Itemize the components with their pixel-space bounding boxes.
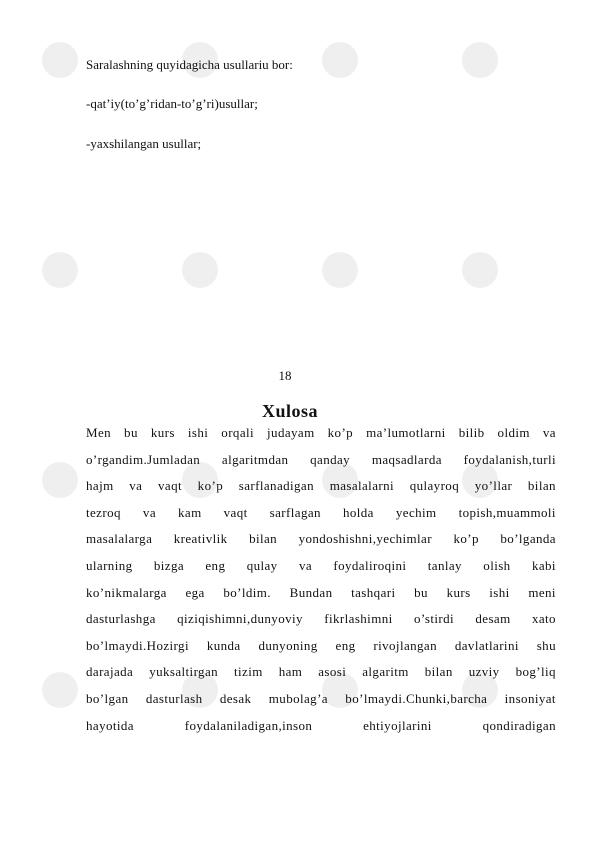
paragraph-line xyxy=(86,606,556,633)
paragraph-line xyxy=(86,659,556,686)
paragraph-word: oldim xyxy=(497,425,530,440)
paragraph-line xyxy=(86,526,556,553)
paragraph-word: bilib xyxy=(458,425,485,440)
paragraph-word: foydaliroqini xyxy=(333,557,407,573)
paragraph-line xyxy=(86,553,556,580)
paragraph-word: foydalanish,turli xyxy=(463,451,556,467)
paragraph-line xyxy=(86,713,556,740)
paragraph-word: algaritm xyxy=(362,664,409,680)
paragraph-word: eng xyxy=(335,637,356,653)
paragraph-word: bu xyxy=(124,425,138,440)
paragraph-word: bo’ldim. xyxy=(223,584,271,600)
paragraph-word: algaritmdan xyxy=(221,451,289,467)
paragraph-line xyxy=(86,633,556,660)
paragraph-word: va xyxy=(542,425,556,440)
paragraph-word: qanday xyxy=(310,451,351,467)
paragraph-word: holda xyxy=(342,504,374,520)
paragraph-word: darajada xyxy=(86,664,134,680)
paragraph-word: o’stirdi xyxy=(413,611,455,627)
paragraph-word: ko’p xyxy=(197,478,224,494)
paragraph-word: ko’p xyxy=(453,531,479,547)
paragraph-word: eng xyxy=(205,557,226,573)
paragraph-word: hajm xyxy=(86,478,114,494)
paragraph-word: tashqari xyxy=(351,584,396,600)
paragraph-line xyxy=(86,420,556,447)
paragraph-word: ishi xyxy=(187,425,209,440)
paragraph-word: ko’nikmalarga xyxy=(86,584,167,600)
paragraph-word: qulay xyxy=(246,557,278,573)
paragraph-word: judayam xyxy=(267,425,315,440)
paragraph-word: vaqt xyxy=(223,504,248,520)
paragraph-word: bo’lmaydi.Hozirgi xyxy=(86,637,189,653)
section-heading: Xulosa xyxy=(261,401,318,421)
text-line-improved-methods: -yaxshilangan usullar; xyxy=(86,136,202,151)
paragraph-word: asosi xyxy=(318,664,347,680)
paragraph-word: ham xyxy=(278,664,303,680)
paragraph-word: rivojlangan xyxy=(373,637,437,653)
text-line-sorting-methods: Saralashning quyidagicha usullariu bor: xyxy=(86,57,293,72)
paragraph-word: kurs xyxy=(150,425,175,440)
paragraph-word: yondoshishni,yechimlar xyxy=(298,531,432,547)
paragraph-word: desam xyxy=(475,611,511,627)
paragraph-word: tanlay xyxy=(427,557,462,573)
paragraph-word: yo’llar xyxy=(474,478,513,494)
paragraph-word: topish,muammoli xyxy=(458,504,556,520)
paragraph-word: davlatlarini xyxy=(454,637,519,653)
paragraph-line xyxy=(86,447,556,474)
paragraph-word: kabi xyxy=(531,557,556,573)
paragraph-word: dasturlashga xyxy=(86,611,156,627)
paragraph-word: meni xyxy=(528,584,556,600)
page-number: 18 xyxy=(278,368,292,383)
paragraph-word: maqsadlarda xyxy=(371,451,442,467)
paragraph-word: ishi xyxy=(489,584,510,600)
paragraph-word: yuksaltirgan xyxy=(149,664,219,680)
paragraph-word: Bundan xyxy=(289,584,333,600)
paragraph-word: qondiradigan xyxy=(482,717,556,733)
paragraph-word: ehtiyojlarini xyxy=(363,717,432,733)
paragraph-word: kam xyxy=(178,504,202,520)
paragraph-word: qiziqishimni,dunyoviy xyxy=(177,611,303,627)
paragraph-word: dasturlash xyxy=(145,690,203,706)
paragraph-word: bo’lganda xyxy=(500,531,556,547)
paragraph-word: bizga xyxy=(153,557,185,573)
paragraph-word: masalalarni xyxy=(329,478,395,494)
paragraph-word: kurs xyxy=(446,584,471,600)
text-line-strict-methods: -qat’iy(to’g’ridan-to’g’ri)usullar; xyxy=(86,96,258,111)
paragraph-word: va xyxy=(142,504,156,520)
paragraph-word: bilan xyxy=(527,478,556,494)
paragraph-word: hayotida xyxy=(86,717,134,733)
paragraph-word: bog’liq xyxy=(515,664,556,680)
paragraph-word: tizim xyxy=(234,664,263,680)
paragraph-word: bilan xyxy=(249,531,278,547)
paragraph-word: masalalarga xyxy=(86,531,153,547)
paragraph-word: vaqt xyxy=(158,478,182,494)
paragraph-word: va xyxy=(129,478,143,494)
paragraph-word: dunyoning xyxy=(258,637,318,653)
paragraph-word: bo’lgan xyxy=(86,690,129,706)
paragraph-word: bo’lmaydi.Chunki,barcha xyxy=(345,690,488,706)
paragraph-word: foydalaniladigan,inson xyxy=(184,717,313,733)
paragraph-word: Men xyxy=(86,425,112,440)
paragraph-word: kunda xyxy=(206,637,241,653)
paragraph-word: tezroq xyxy=(86,504,121,520)
paragraph-word: qulayroq xyxy=(409,478,460,494)
paragraph-word: ega xyxy=(185,584,205,600)
paragraph-word: sarflagan xyxy=(269,504,321,520)
paragraph-word: yechim xyxy=(395,504,437,520)
paragraph-word: orqali xyxy=(221,425,255,440)
conclusion-paragraph xyxy=(86,420,556,739)
paragraph-word: bu xyxy=(414,584,428,600)
paragraph-line xyxy=(86,473,556,500)
paragraph-word: va xyxy=(298,557,313,573)
paragraph-line xyxy=(86,580,556,607)
paragraph-word: insoniyat xyxy=(504,690,556,706)
paragraph-word: bilan xyxy=(424,664,453,680)
paragraph-word: ko’p xyxy=(327,425,354,440)
paragraph-word: desak xyxy=(219,690,252,706)
paragraph-word: ularning xyxy=(86,557,133,573)
paragraph-line xyxy=(86,500,556,527)
paragraph-word: olish xyxy=(483,557,511,573)
paragraph-word: uzviy xyxy=(468,664,500,680)
paragraph-word: xato xyxy=(531,611,556,627)
paragraph-line xyxy=(86,686,556,713)
paragraph-word: sarflanadigan xyxy=(238,478,315,494)
paragraph-word: kreativlik xyxy=(173,531,228,547)
paragraph-word: ma’lumotlarni xyxy=(366,425,446,440)
paragraph-word: o’rgandim.Jumladan xyxy=(86,451,201,467)
paragraph-word: shu xyxy=(536,637,556,653)
paragraph-word: fikrlashimni xyxy=(324,611,393,627)
paragraph-word: mubolag’a xyxy=(268,690,328,706)
